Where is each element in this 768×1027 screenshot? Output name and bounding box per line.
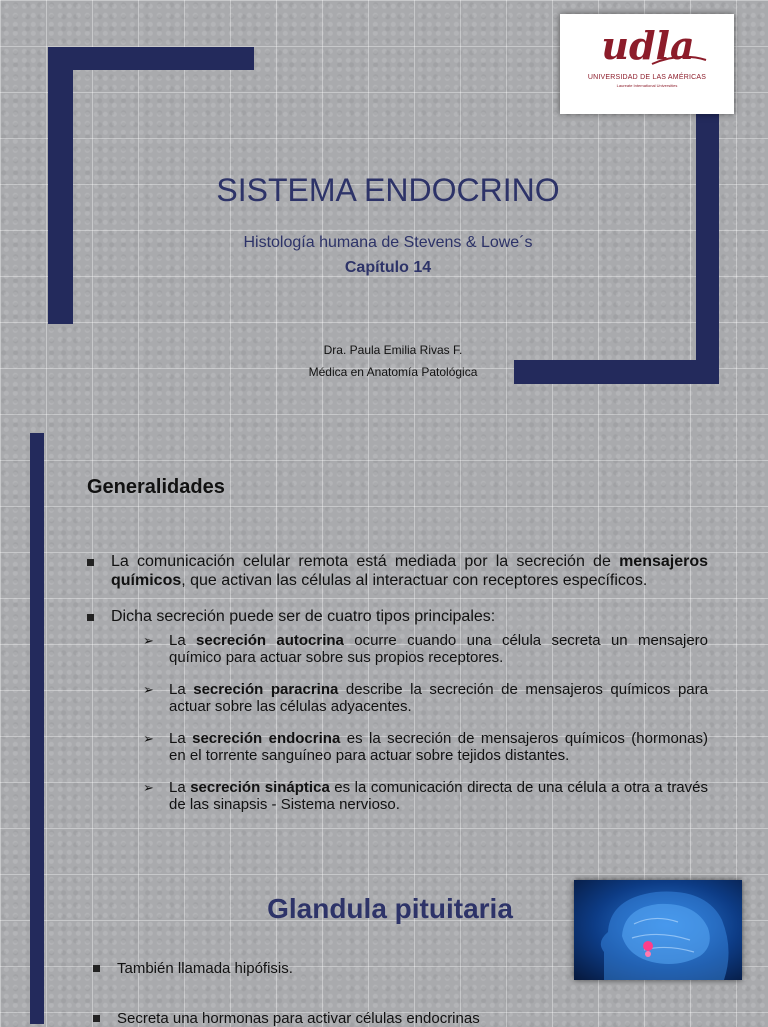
square-bullet-icon [93,965,100,972]
pituitary-bullet-list [93,960,573,1027]
highlight-term: secreción paracrina [193,681,339,698]
square-bullet-icon [87,559,94,566]
sub-list [111,632,708,813]
bullet-list [87,552,708,813]
list-item: Secreta una hormonas para activar células endocrinas [93,1010,573,1027]
frame-bar-top-left [48,47,254,70]
logo-university-name: UNIVERSIDAD DE LAS AMÉRICAS [587,74,707,81]
sub-list-item: ➢ La secreción sináptica es la comunicación directa de una célula a otra a través de las sinapsis - Sistema nervioso. [143,779,708,813]
section-heading: Generalidades [87,476,225,498]
sub-list-item: ➢ La secreción autocrina ocurre cuando una célula secreta un mensajero químico para actuar sobre sus propios receptores. [143,632,709,666]
sub-list-item: ➢ La secreción endocrina es la secreción de mensajeros químicos (hormonas) en el torrente sanguíneo para actuar sobre tejidos distantes. [143,730,708,764]
list-item: También llamada hipófisis. [93,960,573,977]
arrow-bullet-icon: ➢ [143,633,154,648]
slide-subtitle: Histología humana de Stevens & Lowe´s [243,234,533,251]
highlight-term: secreción sináptica [190,779,330,796]
frame-bar-right [696,112,719,384]
logo-tagline: Laureate International Universities [616,83,678,88]
content-left-bar [30,433,44,1024]
list-item: La comunicación celular remota está mediada por la secreción de mensajeros químicos, que activan las células al interactuar con receptores específicos. [87,552,708,590]
chapter-label: Capítulo 14 [344,259,432,276]
highlight-term: mensajeros químicos [111,553,708,589]
title-slide [0,0,768,420]
highlight-term: secreción endocrina [192,730,341,747]
logo-swoosh-icon [560,14,734,114]
arrow-bullet-icon: ➢ [143,780,154,795]
slide-title: SISTEMA ENDOCRINO [216,172,560,208]
arrow-bullet-icon: ➢ [143,731,154,746]
sub-list-item: ➢ La secreción paracrina describe la secreción de mensajeros químicos para actuar sobre las células adyacentes. [143,681,708,715]
list-item: Dicha secreción puede ser de cuatro tipos principales: ➢ La secreción autocrina ocurre cuando una célula secreta un mensajero químico para actuar sobre sus propios receptores. ➢ La secreción paracrina describe la secreción de mensajeros químicos para actuar sobre las células adyacentes. ➢ La secreción endocrina es la secreción de mensajeros químicos (hormonas) en el torrente sanguíneo para actuar sobre tejidos distantes. ➢ La secreción sináptica es la comunicación directa de una célula a otra a través de las sinapsis - Sistema nervioso. [87,607,708,813]
author-name: Dra. Paula Emilia Rivas F. [323,343,463,357]
square-bullet-icon [87,614,94,621]
university-logo [560,14,734,114]
square-bullet-icon [93,1015,100,1022]
frame-bar-left [48,47,73,324]
arrow-bullet-icon: ➢ [143,682,154,697]
author-role: Médica en Anatomía Patológica [308,365,478,379]
brain-illustration-icon [574,880,742,980]
pituitary-heading: Glandula pituitaria [267,893,513,924]
logo-script: udla [601,23,695,68]
highlight-term: secreción autocrina [196,632,344,649]
